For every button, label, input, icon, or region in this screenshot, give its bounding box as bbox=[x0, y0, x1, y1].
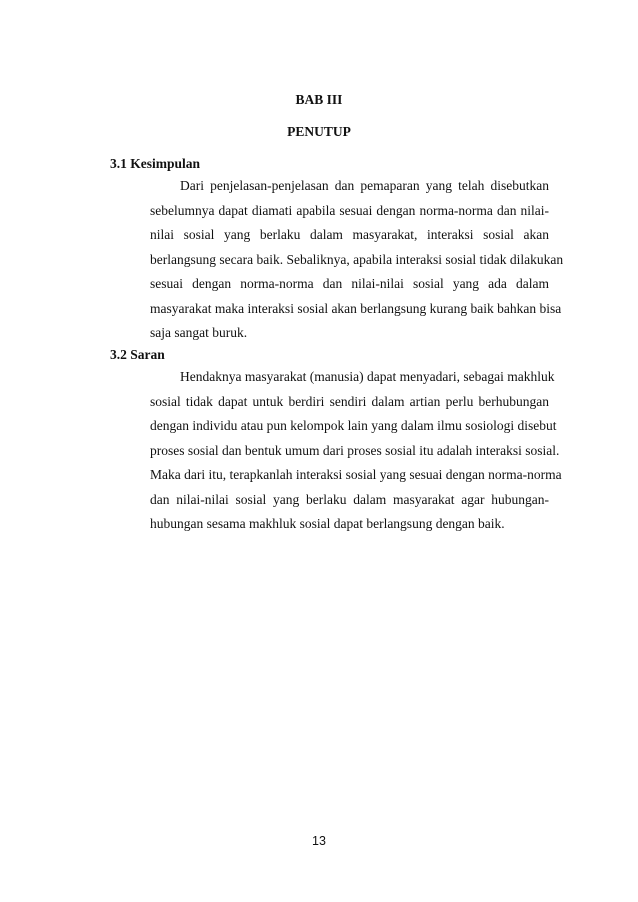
paragraph-line: Maka dari itu, terapkanlah interaksi sosial yang sesuai dengan norma-norma bbox=[150, 467, 562, 482]
paragraph-line: proses sosial dan bentuk umum dari proses sosial itu adalah interaksi sosial. bbox=[150, 442, 560, 458]
paragraph-line: Hendaknya masyarakat (manusia) dapat menyadari, sebagai makhluk bbox=[180, 369, 555, 384]
paragraph-line: sosial tidak dapat untuk berdiri sendiri dalam artian perlu berhubungan bbox=[150, 393, 549, 409]
paragraph-line: dan nilai-nilai sosial yang berlaku dalam masyarakat agar hubungan- bbox=[150, 491, 549, 507]
paragraph-line: sebelumnya dapat diamati apabila sesuai dengan norma-norma dan nilai- bbox=[150, 202, 549, 218]
chapter-title: PENUTUP bbox=[287, 124, 351, 139]
paragraph-line: berlangsung secara baik. Sebaliknya, apabila interaksi sosial tidak dilakukan bbox=[150, 251, 564, 267]
paragraph-line: sesuai dengan norma-norma dan nilai-nilai sosial yang ada dalam bbox=[150, 276, 549, 291]
paragraph-line: dengan individu atau pun kelompok lain yang dalam ilmu sosiologi disebut bbox=[150, 418, 557, 433]
page-number: 13 bbox=[312, 834, 326, 848]
paragraph-line: Dari penjelasan-penjelasan dan pemaparan yang telah disebutkan bbox=[180, 178, 549, 193]
section-heading-kesimpulan: 3.1 Kesimpulan bbox=[110, 156, 201, 171]
paragraph-line: nilai sosial yang berlaku dalam masyarakat, interaksi sosial akan bbox=[150, 227, 549, 242]
paragraph-line: saja sangat buruk. bbox=[150, 325, 248, 340]
chapter-label: BAB III bbox=[295, 92, 343, 107]
section-body-saran bbox=[150, 365, 562, 537]
paragraph-line: masyarakat maka interaksi sosial akan berlangsung kurang baik bahkan bisa bbox=[150, 300, 562, 316]
section-body-kesimpulan bbox=[150, 174, 564, 346]
paragraph-line: hubungan sesama makhluk sosial dapat berlangsung dengan baik. bbox=[150, 516, 505, 531]
section-heading-saran: 3.2 Saran bbox=[110, 347, 165, 362]
